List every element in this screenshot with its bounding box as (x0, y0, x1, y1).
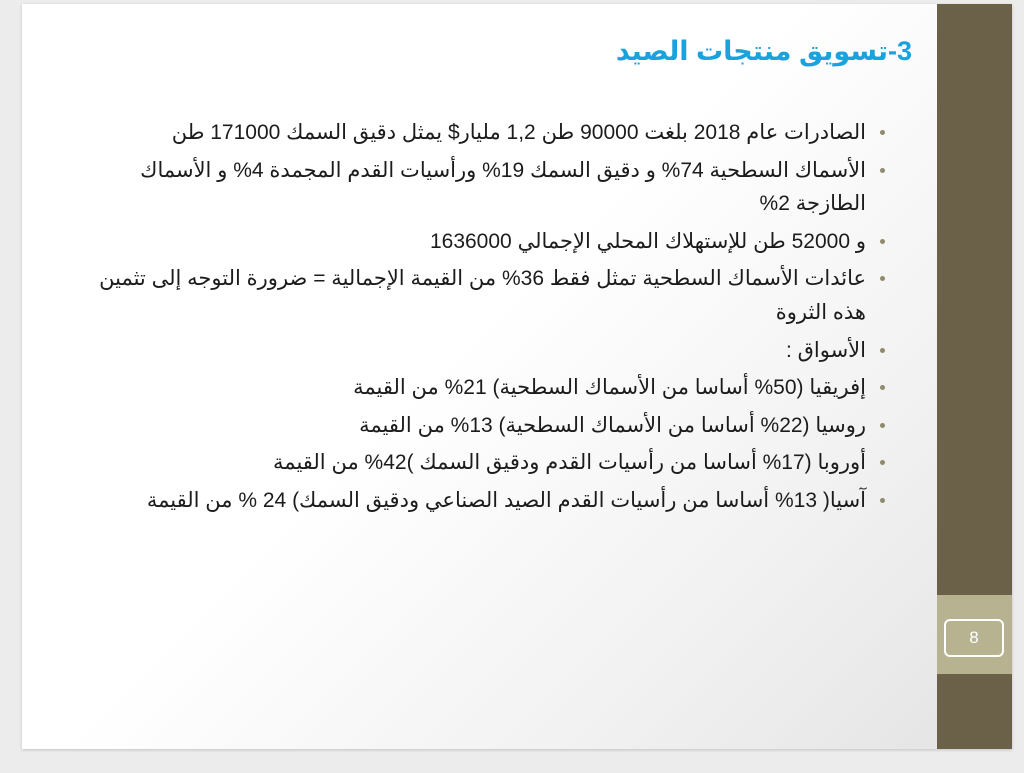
bullet-item (91, 116, 866, 150)
bullet-dot-icon (880, 498, 885, 503)
bullet-dot-icon (880, 276, 885, 281)
bullet-item (91, 484, 866, 518)
slide (22, 4, 1012, 749)
bullet-text: الأسواق : (785, 338, 866, 362)
bullet-text: آسيا( 13% أساسا من رأسيات القدم الصيد الصناعي ودقيق السمك) 24 % من القيمة (146, 488, 866, 512)
bullet-item (91, 334, 866, 368)
bullet-item (91, 371, 866, 405)
bullet-item (91, 409, 866, 443)
bullet-text: روسيا (22% أساسا من الأسماك السطحية) 13% من القيمة (359, 413, 866, 437)
bullet-text: الأسماك السطحية 74% و دقيق السمك 19% ورأسيات القدم المجمدة 4% و الأسماك الطازجة 2% (140, 158, 866, 216)
bullet-dot-icon (880, 239, 885, 244)
bullet-item (91, 262, 866, 329)
page-number-box (944, 619, 1004, 657)
bullet-item (91, 446, 866, 480)
bullet-text: و 52000 طن للإستهلاك المحلي الإجمالي 1636000 (429, 229, 866, 253)
bullet-item (91, 225, 866, 259)
bullet-dot-icon (880, 130, 885, 135)
bullet-dot-icon (880, 385, 885, 390)
bullet-dot-icon (880, 460, 885, 465)
bullet-list (91, 116, 866, 522)
bullet-dot-icon (880, 168, 885, 173)
bullet-text: أوروبا (17% أساسا من رأسيات القدم ودقيق السمك )42% من القيمة (273, 451, 866, 475)
slide-title: 3-تسويق منتجات الصيد (615, 36, 912, 66)
bullet-dot-icon (880, 348, 885, 353)
page-number: 8 (969, 628, 979, 647)
bullet-dot-icon (880, 423, 885, 428)
bullet-text: الصادرات عام 2018 بلغت 90000 طن 1,2 مليار$ يمثل دقيق السمك 171000 طن (171, 121, 866, 144)
bullet-item (91, 154, 866, 221)
bullet-text: عائدات الأسماك السطحية تمثل فقط 36% من القيمة الإجمالية = ضرورة التوجه إلى تثمين هذه الثروة (99, 267, 866, 324)
bullet-text: إفريقيا (50% أساسا من الأسماك السطحية) 21% من القيمة (353, 376, 866, 400)
